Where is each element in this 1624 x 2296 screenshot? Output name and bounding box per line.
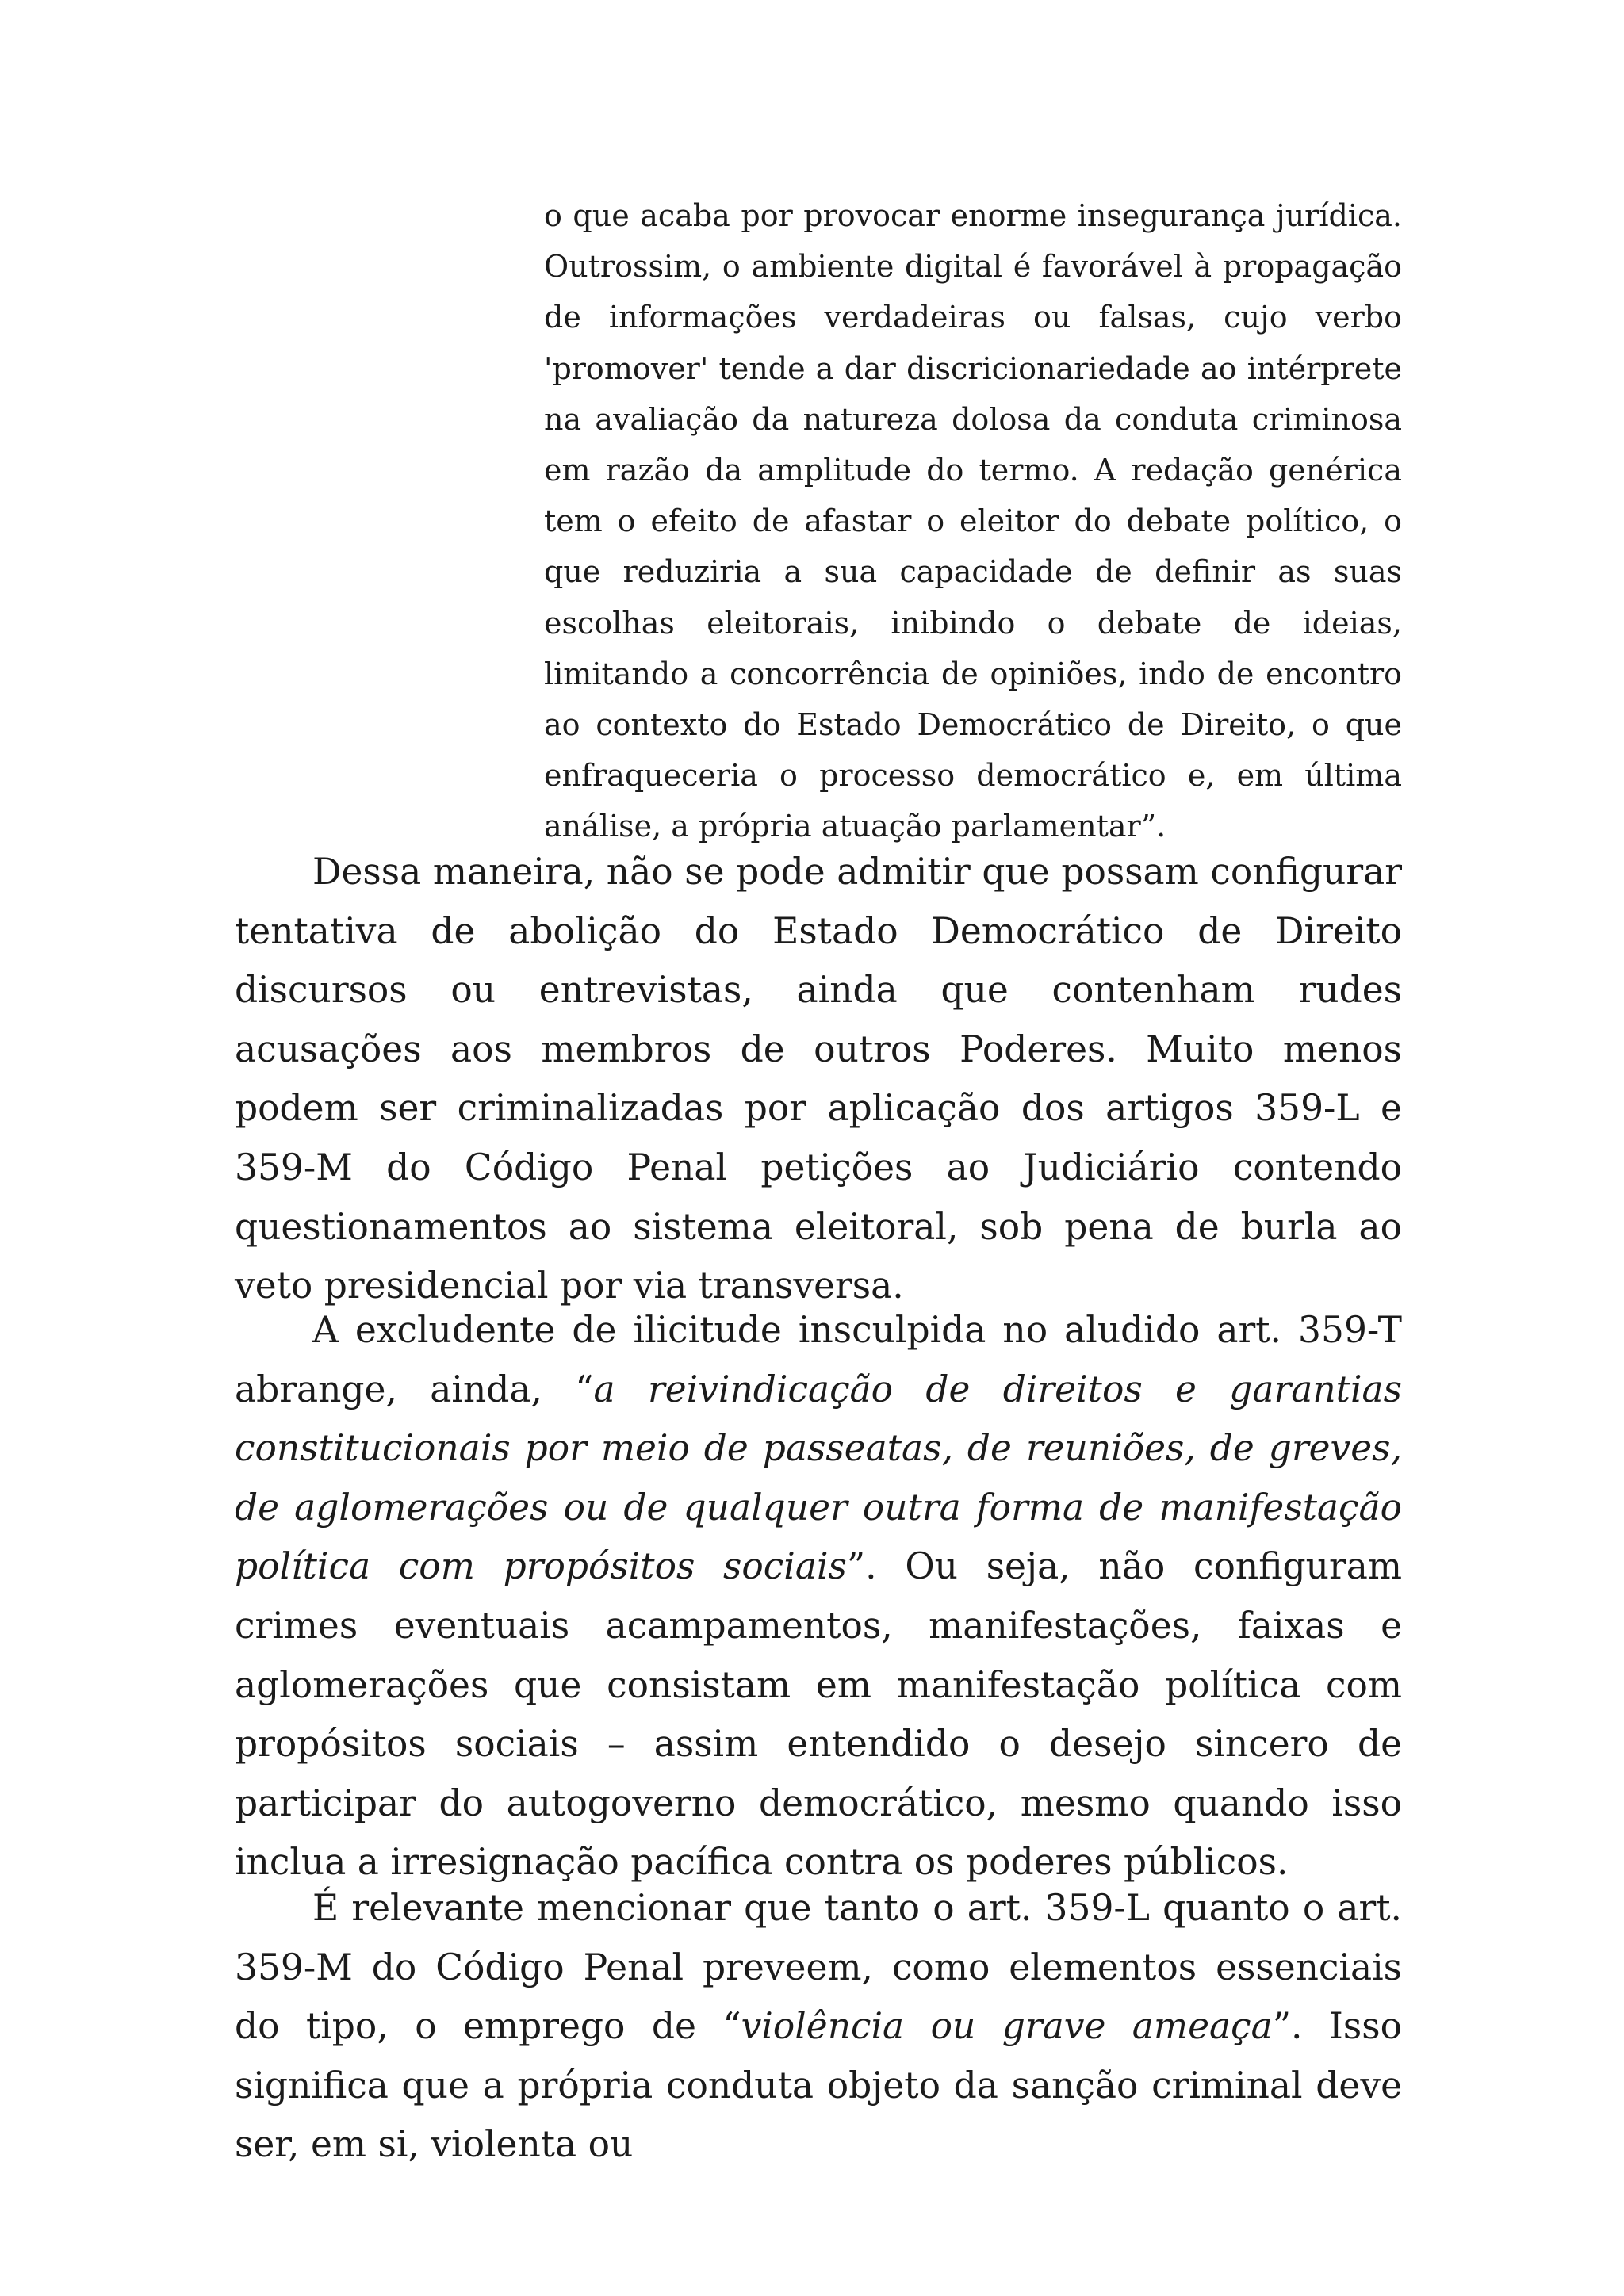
body-paragraph-3 [235, 1879, 1402, 2175]
paragraph-3-text-after: ”. Isso significa que a própria conduta objeto da sanção criminal deve ser, em si, violenta ou [235, 2005, 1402, 2166]
block-quote-text: o que acaba por provocar enorme insegurança jurídica. Outrossim, o ambiente digital é favorável à propagação de informações verdadeiras ou falsas, cujo verbo 'promover' tende a dar discricionariedade ao intérprete na avaliação da natureza dolosa da conduta criminosa em razão da amplitude do termo. A redação genérica tem o efeito de afastar o eleitor do debate político, o que reduziria a sua capacidade de definir as suas escolhas eleitorais, inibindo o debate de ideias, limitando a concorrência de opiniões, indo de encontro ao contexto do Estado Democrático de Direito, o que enfraqueceria o processo democrático e, em última análise, a própria atuação parlamentar”. [544, 198, 1402, 844]
block-quote [544, 190, 1402, 852]
paragraph-3-text-before: É relevante mencionar que tanto o art. 359-L quanto o art. 359-M do Código Penal preveem, como elementos essenciais do tipo, o emprego de “ [235, 1887, 1402, 2048]
body-paragraph-1 [235, 843, 1402, 1316]
paragraph-2-italic-quote: a reivindicação de direitos e garantias constitucionais por meio de passeatas, de reuniões, de greves, de aglomerações ou de qualquer outra forma de manifestação política com propósitos sociais [235, 1368, 1402, 1588]
body-paragraph-2 [235, 1301, 1402, 1892]
paragraph-2-text-after: ”. Ou seja, não configuram crimes eventuais acampamentos, manifestações, faixas e aglomerações que consistam em manifestação política com propósitos sociais – assim entendido o desejo sincero de participar do autogoverno democrático, mesmo quando isso inclua a irresignação pacífica contra os poderes públicos. [235, 1545, 1402, 1884]
paragraph-2-text-before: A excludente de ilicitude insculpida no aludido art. 359-T abrange, ainda, “ [235, 1309, 1402, 1410]
paragraph-1-text: Dessa maneira, não se pode admitir que possam configurar tentativa de abolição do Estado Democrático de Direito discursos ou entrevistas, ainda que contenham rudes acusações aos membros de outros Poderes. Muito menos podem ser criminalizadas por aplicação dos artigos 359-L e 359-M do Código Penal petições ao Judiciário contendo questionamentos ao sistema eleitoral, sob pena de burla ao veto presidencial por via transversa. [235, 851, 1402, 1307]
paragraph-3-italic-quote: violência ou grave ameaça [741, 2005, 1273, 2048]
